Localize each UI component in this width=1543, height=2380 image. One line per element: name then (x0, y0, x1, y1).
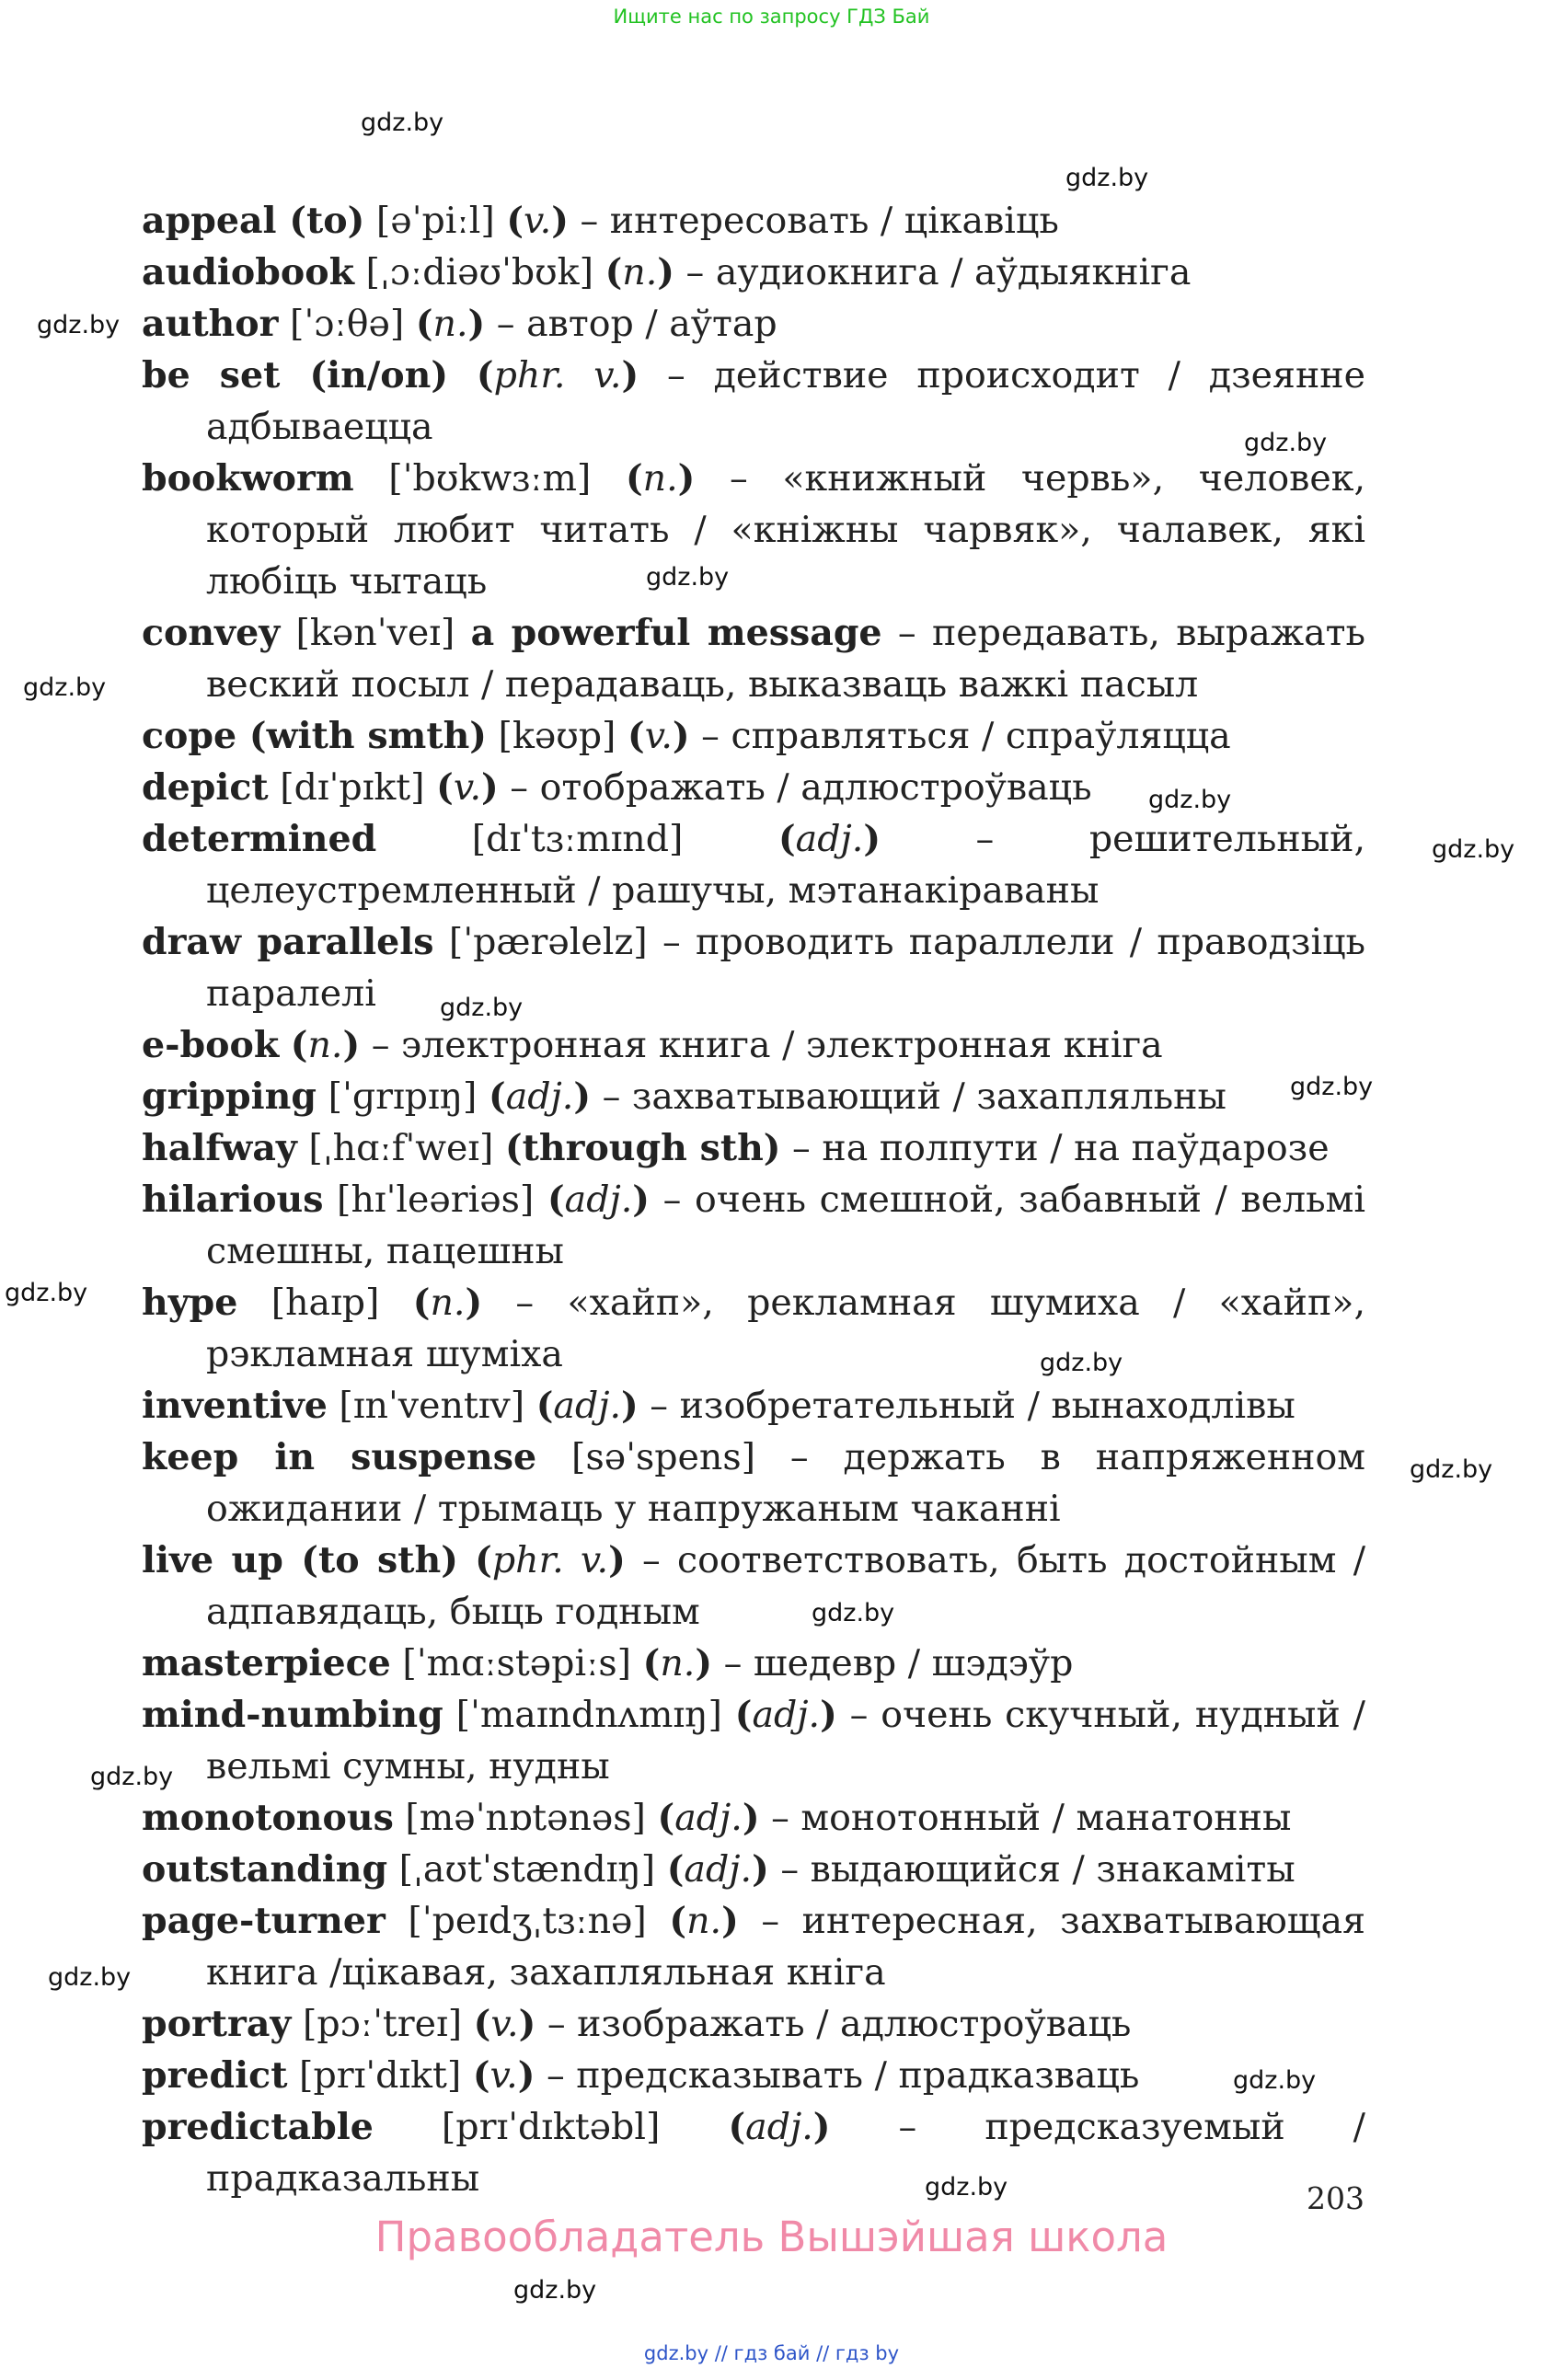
entry-term: hilarious (142, 1179, 324, 1221)
entry-term: ) (551, 200, 569, 242)
entry-text: – автор / аўтар (485, 303, 777, 345)
entry-term: gripping (142, 1075, 317, 1118)
entry-text (448, 354, 477, 397)
entry-text: [ˈmɑːstəpiːs] (390, 1642, 643, 1684)
entry-term: ) (677, 457, 696, 500)
glossary-entry (142, 1174, 1365, 1277)
entry-text: – изображать / адлюстроўваць (535, 2003, 1132, 2045)
part-of-speech: adj. (684, 1848, 753, 1891)
entry-term: ) (812, 2106, 831, 2148)
entry-text: [ˌɔːdiəʊˈbʊk] (353, 251, 605, 293)
glossary-entry (142, 298, 1365, 350)
part-of-speech: v. (490, 2003, 519, 2045)
part-of-speech: adj. (553, 1385, 622, 1427)
entry-text: [kənˈveɪ] (280, 612, 471, 654)
entry-term: convey (142, 612, 281, 654)
entry-text: – отображать / адлюстроўваць (498, 766, 1092, 809)
glossary-entry (142, 916, 1365, 1019)
glossary-entry (142, 1431, 1365, 1535)
watermark: gdz.by (37, 311, 121, 339)
entry-text: – справляться / спраўляцца (689, 715, 1231, 757)
entry-text: – захватывающий / захапляльны (591, 1075, 1226, 1118)
glossary-entry (142, 2101, 1365, 2204)
entry-term: ( (734, 1694, 753, 1736)
entry-text: [dɪˈtɜːmɪnd] (376, 818, 778, 860)
entry-term: page-turner (142, 1900, 386, 1942)
part-of-speech: adj. (752, 1694, 821, 1736)
entry-term: audiobook (142, 251, 354, 293)
entry-term: monotonous (142, 1797, 394, 1839)
part-of-speech: adj. (564, 1179, 633, 1221)
part-of-speech: v. (524, 200, 552, 242)
entry-text: [məˈnɒtənəs] (393, 1797, 658, 1839)
glossary-entry (142, 453, 1365, 607)
entry-term: live up (to sth) (142, 1539, 458, 1581)
entry-term: ) (518, 2003, 536, 2045)
part-of-speech: n. (660, 1642, 696, 1684)
part-of-speech: adj. (674, 1797, 743, 1839)
entry-text: [ˌaʊtˈstændɪŋ] (387, 1848, 667, 1891)
watermark: gdz.by (361, 109, 444, 137)
watermark: gdz.by (1065, 164, 1149, 192)
watermark: gdz.by (90, 1763, 174, 1791)
entry-text: [prɪˈdɪktəbl] (373, 2106, 729, 2148)
glossary-entry (142, 1844, 1365, 1895)
entry-term: ( (625, 457, 643, 500)
watermark: gdz.by (1290, 1073, 1374, 1101)
watermark: gdz.by (812, 1599, 895, 1627)
glossary-entry (142, 2050, 1365, 2101)
glossary-entry (142, 762, 1365, 813)
entry-term: ) (342, 1024, 361, 1066)
entry-term: ) (608, 1539, 626, 1581)
glossary-entry (142, 607, 1365, 710)
watermark: gdz.by (440, 994, 524, 1022)
entry-term: ) (632, 1179, 650, 1221)
top-banner[interactable]: Ищите нас по запросу ГДЗ Бай (613, 6, 930, 28)
glossary-entry (142, 247, 1365, 298)
glossary-entry (142, 1998, 1365, 2050)
entry-text: [ˈpærəlelz] – проводить параллели / праводзіць паралелі (206, 921, 1365, 1015)
entry-term: ) (573, 1075, 592, 1118)
glossary-list (142, 195, 1365, 2204)
entry-term: ) (481, 766, 499, 809)
entry-term: predictable (142, 2106, 374, 2148)
entry-text: [hɪˈleəriəs] (323, 1179, 547, 1221)
entry-term: ( (657, 1797, 675, 1839)
glossary-entry (142, 1638, 1365, 1689)
entry-term: keep in suspense (142, 1436, 537, 1478)
entry-term: ) (621, 354, 639, 397)
part-of-speech: n. (307, 1024, 343, 1066)
watermark: gdz.by (925, 2173, 1008, 2202)
glossary-entry (142, 195, 1365, 247)
entry-term: e-book (142, 1024, 280, 1066)
entry-term: ) (820, 1694, 837, 1736)
entry-text: – очень скучный, нудный / вельмі сумны, нудны (206, 1694, 1365, 1788)
part-of-speech: n. (642, 457, 678, 500)
entry-term: (through sth) (504, 1127, 781, 1169)
entry-term: ( (506, 200, 524, 242)
entry-term: appeal (to) (142, 200, 365, 242)
entry-term: author (142, 303, 279, 345)
part-of-speech: v. (453, 766, 481, 809)
entry-text: – «книжный червь», человек, который любит читать / «кніжны чарвяк», чалавек, які любіць чытаць (206, 457, 1365, 603)
entry-term: ) (721, 1900, 739, 1942)
entry-term: ( (472, 2054, 490, 2097)
part-of-speech: n. (430, 1282, 466, 1324)
watermark: gdz.by (1432, 835, 1515, 864)
entry-text: – предсказывать / прадказваць (535, 2054, 1140, 2097)
entry-term: bookworm (142, 457, 354, 500)
entry-text: – очень смешной, забавный / вельмі смешны, пацешны (206, 1179, 1365, 1272)
entry-text: [ɪnˈventɪv] (327, 1385, 536, 1427)
entry-text: – изобретательный / вынаходлівы (638, 1385, 1295, 1427)
entry-term: mind-numbing (142, 1694, 443, 1736)
entry-term: inventive (142, 1385, 328, 1427)
entry-term: ( (473, 2003, 491, 2045)
glossary-entry (142, 710, 1365, 762)
watermark: gdz.by (513, 2276, 597, 2305)
entry-term: ( (475, 1539, 492, 1581)
entry-text: [ˈmaɪndnʌmɪŋ] (443, 1694, 735, 1736)
glossary-entry (142, 1535, 1365, 1638)
entry-text: – действие происходит / дзеянне адбываецца (206, 354, 1365, 448)
entry-term: ) (672, 715, 690, 757)
glossary-entry (142, 1689, 1365, 1792)
entry-term: ( (476, 354, 494, 397)
entry-term: predict (142, 2054, 288, 2097)
entry-term: ( (605, 251, 623, 293)
entry-text: [pɔːˈtreɪ] (291, 2003, 474, 2045)
watermark: gdz.by (5, 1279, 88, 1307)
watermark: gdz.by (1040, 1349, 1123, 1377)
glossary-entry (142, 1895, 1365, 1998)
entry-term: ) (465, 1282, 483, 1324)
entry-term: ( (669, 1900, 687, 1942)
glossary-entry (142, 1792, 1365, 1844)
entry-text: – электронная книга / электронная кніга (360, 1024, 1163, 1066)
part-of-speech: n. (622, 251, 658, 293)
glossary-entry (142, 350, 1365, 453)
entry-text: – монотонный / манатонны (759, 1797, 1292, 1839)
entry-text: – аудиокнига / аўдыякніга (674, 251, 1192, 293)
entry-text: [ˌhɑːfˈweɪ] (296, 1127, 505, 1169)
entry-term: ) (517, 2054, 535, 2097)
entry-text: [ˈɔːθə] (278, 303, 416, 345)
entry-text: – предсказуемый / прадказальны (206, 2106, 1365, 2200)
watermark: gdz.by (646, 563, 730, 592)
entry-term: depict (142, 766, 269, 809)
entry-term: a powerful message (470, 612, 882, 654)
entry-text: – решительный, целеустремленный / рашучы, мэтанакіраваны (206, 818, 1365, 912)
watermark: gdz.by (1244, 429, 1328, 457)
watermark: gdz.by (1410, 1455, 1493, 1484)
entry-term: ( (777, 818, 796, 860)
entry-text: [səˈspens] – держать в напряженном ожидании / трымаць у напружаным чаканні (206, 1436, 1365, 1530)
part-of-speech: adj. (505, 1075, 574, 1118)
entry-term: ( (547, 1179, 565, 1221)
entry-term: ) (467, 303, 486, 345)
entry-text (458, 1539, 475, 1581)
watermark: gdz.by (23, 673, 107, 702)
glossary-entry (142, 813, 1365, 916)
part-of-speech: adj. (745, 2106, 813, 2148)
entry-text: – на полпути / на паўдарозе (780, 1127, 1330, 1169)
entry-text: – передавать, выражать веский посыл / перадаваць, выказваць важкі пасыл (206, 612, 1365, 706)
entry-text: – интересовать / цікавіць (568, 200, 1059, 242)
entry-term: ( (412, 1282, 431, 1324)
entry-term: ) (657, 251, 674, 293)
entry-term: cope (with smth) (142, 715, 487, 757)
entry-term: ( (535, 1385, 554, 1427)
entry-text: – шедевр / шэдэўр (712, 1642, 1074, 1684)
page-number: 203 (1307, 2180, 1365, 2216)
entry-term: ( (666, 1848, 685, 1891)
entry-term: draw parallels (142, 921, 434, 963)
entry-term: masterpiece (142, 1642, 391, 1684)
entry-text: [ˈpeɪdʒˌtɜːnə] (385, 1900, 670, 1942)
entry-text: [haɪp] (237, 1282, 413, 1324)
entry-text (279, 1024, 291, 1066)
part-of-speech: n. (686, 1900, 722, 1942)
entry-text: [kəʊp] (487, 715, 628, 757)
part-of-speech: adj. (795, 818, 864, 860)
entry-term: ( (290, 1024, 308, 1066)
entry-text: [ˈɡrɪpɪŋ] (317, 1075, 489, 1118)
glossary-entry (142, 1277, 1365, 1380)
entry-term: determined (142, 818, 377, 860)
glossary-entry (142, 1019, 1365, 1071)
entry-term: ( (628, 715, 645, 757)
watermark: gdz.by (1148, 786, 1232, 814)
glossary-entry (142, 1380, 1365, 1431)
footer-links[interactable]: gdz.by // гдз бай // гдз by (643, 2342, 900, 2364)
entry-term: ) (742, 1797, 760, 1839)
entry-term: ( (728, 2106, 746, 2148)
part-of-speech: phr. v. (491, 1539, 609, 1581)
entry-text: – интересная, захватывающая книга /цікавая, захапляльная кніга (206, 1900, 1365, 1994)
entry-term: be set (in/on) (142, 354, 449, 397)
entry-term: ( (415, 303, 433, 345)
entry-text: – «хайп», рекламная шумиха / «хайп», рэкламная шуміха (206, 1282, 1366, 1375)
glossary-entry (142, 1122, 1365, 1174)
entry-term: ( (488, 1075, 506, 1118)
entry-text: [prɪˈdɪkt] (287, 2054, 473, 2097)
entry-text: [ˈbʊkwɜːm] (353, 457, 626, 500)
entry-term: ) (863, 818, 881, 860)
part-of-speech: v. (644, 715, 673, 757)
entry-term: ( (436, 766, 454, 809)
entry-term: ) (695, 1642, 713, 1684)
entry-text: [əˈpiːl] (364, 200, 507, 242)
entry-term: halfway (142, 1127, 297, 1169)
watermark: gdz.by (1233, 2066, 1317, 2095)
entry-term: ) (621, 1385, 639, 1427)
part-of-speech: phr. v. (493, 354, 622, 397)
entry-term: outstanding (142, 1848, 388, 1891)
entry-term: hype (142, 1282, 238, 1324)
entry-text: – выдающийся / знакаміты (768, 1848, 1295, 1891)
entry-term: ( (642, 1642, 661, 1684)
copyright-notice: Правообладатель Вышэйшая школа (374, 2213, 1169, 2261)
watermark: gdz.by (48, 1963, 132, 1992)
part-of-speech: v. (489, 2054, 518, 2097)
entry-text: [dɪˈpɪkt] (268, 766, 437, 809)
entry-term: ) (752, 1848, 769, 1891)
entry-text: – соответствовать, быть достойным / адпавядаць, быць годным (206, 1539, 1365, 1633)
glossary-entry (142, 1071, 1365, 1122)
part-of-speech: n. (432, 303, 468, 345)
entry-term: portray (142, 2003, 292, 2045)
